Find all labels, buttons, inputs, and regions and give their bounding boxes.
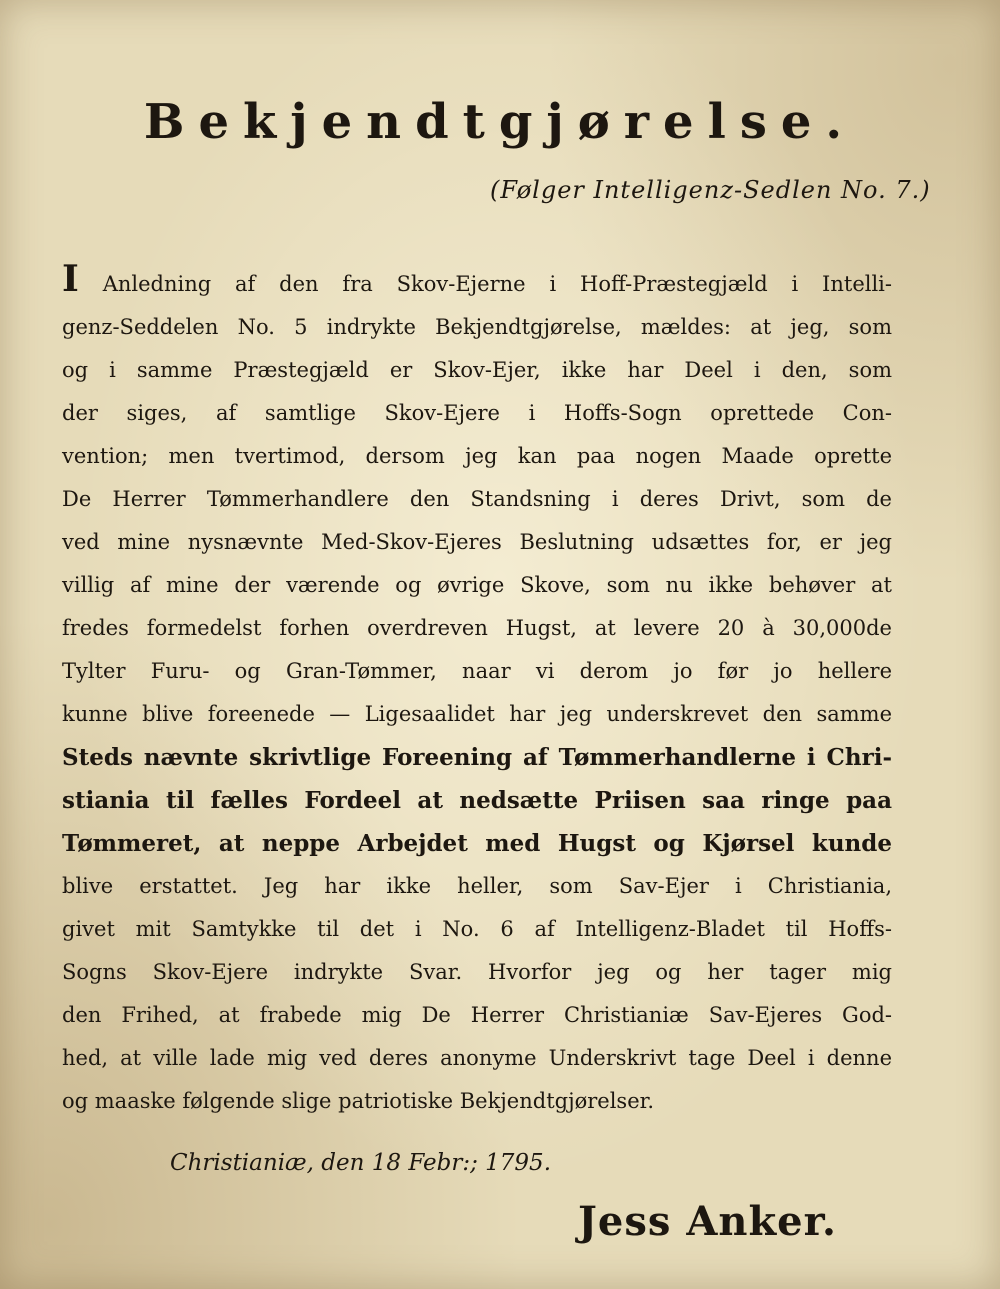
body-line-19: hed, at ville lade mig ved deres anonyme Underskrivt tage Deel i denne [62, 1046, 892, 1070]
body-text [62, 258, 892, 1123]
body-line-13: stiania til fælles Fordeel at nedsætte Priisen saa ringe paa [62, 787, 892, 814]
body-line-4: der siges, af samtlige Skov-Ejere i Hoffs-Sogn oprettede Con- [62, 401, 892, 425]
signature: Jess Anker. [578, 1198, 837, 1245]
body-line-17: Sogns Skov-Ejere indrykte Svar. Hvorfor jeg og her tager mig [62, 960, 892, 984]
document-subtitle: (Følger Intelligenz-Sedlen No. 7.) [490, 176, 931, 204]
body-line-6: De Herrer Tømmerhandlere den Standsning i deres Drivt, som de [62, 487, 892, 511]
body-line-3: og i samme Præstegjæld er Skov-Ejer, ikke har Deel i den, som [62, 358, 892, 382]
body-line-9: fredes formedelst forhen overdreven Hugst, at levere 20 à 30,000de [62, 616, 892, 640]
body-line-20: og maaske følgende slige patriotiske Bekjendtgjørelser. [62, 1089, 655, 1113]
document-title: Bekjendtgjørelse. [143, 94, 857, 150]
body-line-7: ved mine nysnævnte Med-Skov-Ejeres Beslutning udsættes for, er jeg [62, 530, 892, 554]
body-line-8: villig af mine der værende og øvrige Skove, som nu ikke behøver at [62, 573, 892, 597]
body-line-14: Tømmeret, at neppe Arbejdet med Hugst og Kjørsel kunde [62, 830, 892, 857]
body-line-2: genz-Seddelen No. 5 indrykte Bekjendtgjørelse, mældes: at jeg, som [62, 315, 892, 339]
body-line-1: I Anledning af den fra Skov-Ejerne i Hoff-Præstegjæld i Intelli- [62, 258, 892, 300]
body-line-15: blive erstattet. Jeg har ikke heller, som Sav-Ejer i Christiania, [62, 874, 892, 898]
dateline: Christianiæ, den 18 Febr:; 1795. [170, 1150, 552, 1176]
drop-cap: I [62, 258, 79, 300]
body-line-18: den Frihed, at frabede mig De Herrer Christianiæ Sav-Ejeres God- [62, 1003, 892, 1027]
body-line-16: givet mit Samtykke til det i No. 6 af Intelligenz-Bladet til Hoffs- [62, 917, 892, 941]
body-line-10: Tylter Furu- og Gran-Tømmer, naar vi derom jo før jo hellere [62, 659, 892, 683]
body-line-12: Steds nævnte skrivtlige Foreening af Tømmerhandlerne i Chri- [62, 744, 892, 771]
body-line-5: vention; men tvertimod, dersom jeg kan paa nogen Maade oprette [62, 444, 892, 468]
body-line-11: kunne blive foreenede — Ligesaalidet har jeg underskrevet den samme [62, 702, 892, 726]
